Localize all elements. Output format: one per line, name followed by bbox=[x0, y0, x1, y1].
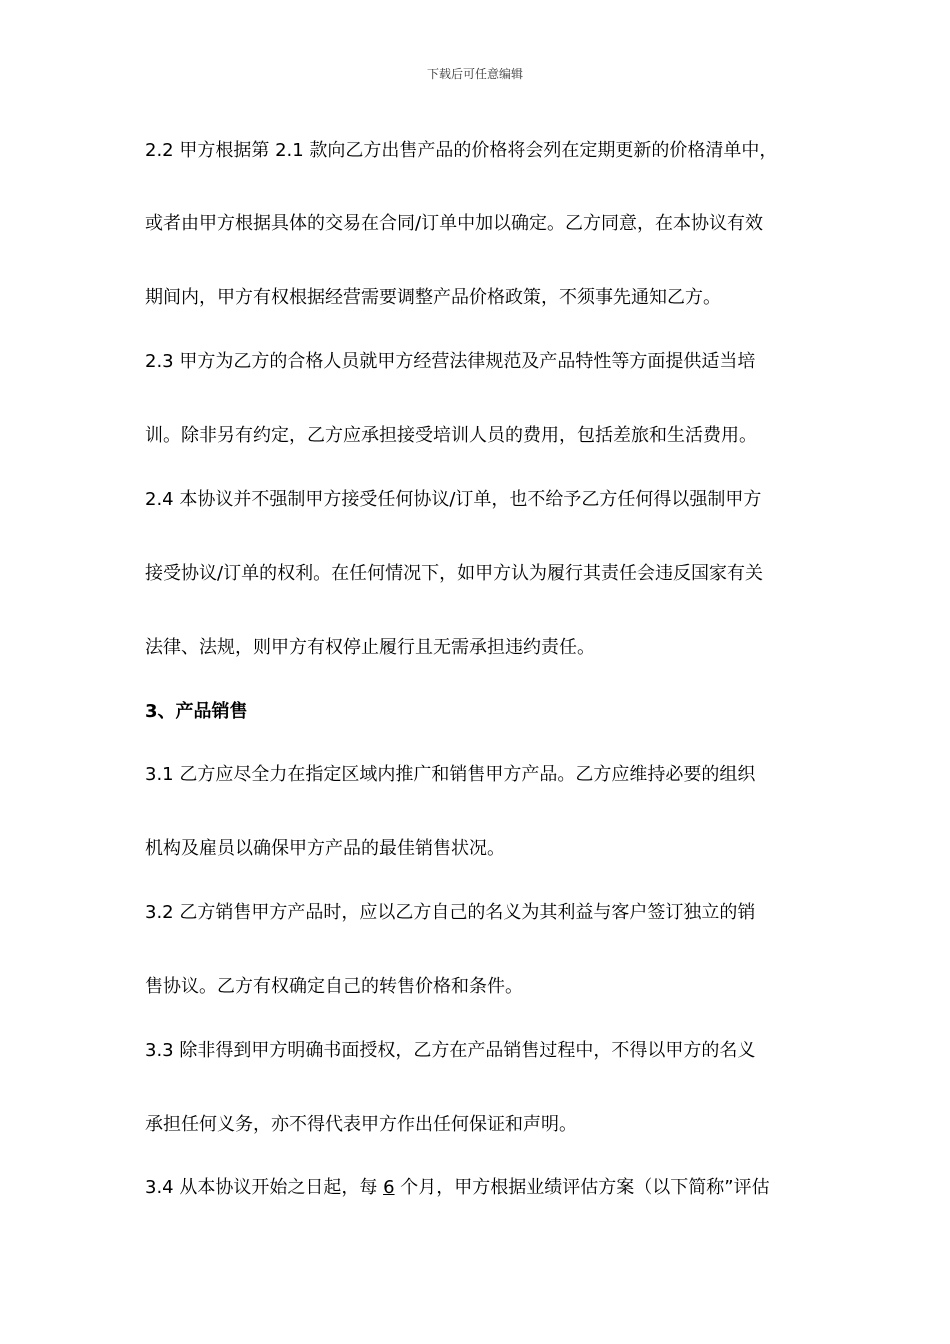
paragraph-line: 接受协议/订单的权利。在任何情况下，如甲方认为履行其责任会违反国家有关 bbox=[145, 563, 764, 584]
paragraph-line: 法律、法规，则甲方有权停止履行且无需承担违约责任。 bbox=[145, 637, 595, 658]
paragraph-line: 2.3 甲方为乙方的合格人员就甲方经营法律规范及产品特性等方面提供适当培 bbox=[145, 351, 756, 372]
paragraph-line bbox=[145, 1176, 810, 1200]
paragraph-line: 承担任何义务，亦不得代表甲方作出任何保证和声明。 bbox=[145, 1114, 577, 1135]
paragraph-line: 2.2 甲方根据第 2.1 款向乙方出售产品的价格将会列在定期更新的价格清单中， bbox=[145, 140, 778, 161]
page-header: 下载后可任意编辑 bbox=[426, 67, 523, 81]
paragraph-line: 3.1 乙方应尽全力在指定区域内推广和销售甲方产品。乙方应维持必要的组织 bbox=[145, 764, 756, 785]
paragraph-line: 机构及雇员以确保甲方产品的最佳销售状况。 bbox=[145, 838, 505, 859]
section-heading: 3、产品销售 bbox=[145, 701, 248, 722]
paragraph-line: 训。除非另有约定，乙方应承担接受培训人员的费用，包括差旅和生活费用。 bbox=[145, 425, 757, 446]
paragraph-line: 或者由甲方根据具体的交易在合同/订单中加以确定。乙方同意，在本协议有效 bbox=[145, 213, 764, 234]
text-run: 3.4 从本协议开始之日起，每 bbox=[145, 1177, 384, 1198]
paragraph-line: 售协议。乙方有权确定自己的转售价格和条件。 bbox=[145, 976, 523, 997]
paragraph-line: 2.4 本协议并不强制甲方接受任何协议/订单，也不给予乙方任何得以强制甲方 bbox=[145, 489, 762, 510]
period-months: 6 bbox=[383, 1177, 395, 1198]
paragraph-line: 期间内，甲方有权根据经营需要调整产品价格政策，不须事先通知乙方。 bbox=[145, 287, 721, 308]
paragraph-line: 3.2 乙方销售甲方产品时，应以乙方自己的名义为其利益与客户签订独立的销 bbox=[145, 902, 756, 923]
paragraph-line: 3.3 除非得到甲方明确书面授权，乙方在产品销售过程中，不得以甲方的名义 bbox=[145, 1040, 756, 1061]
text-run: 个月，甲方根据业绩评估方案（以下简称”评估 bbox=[394, 1177, 770, 1198]
